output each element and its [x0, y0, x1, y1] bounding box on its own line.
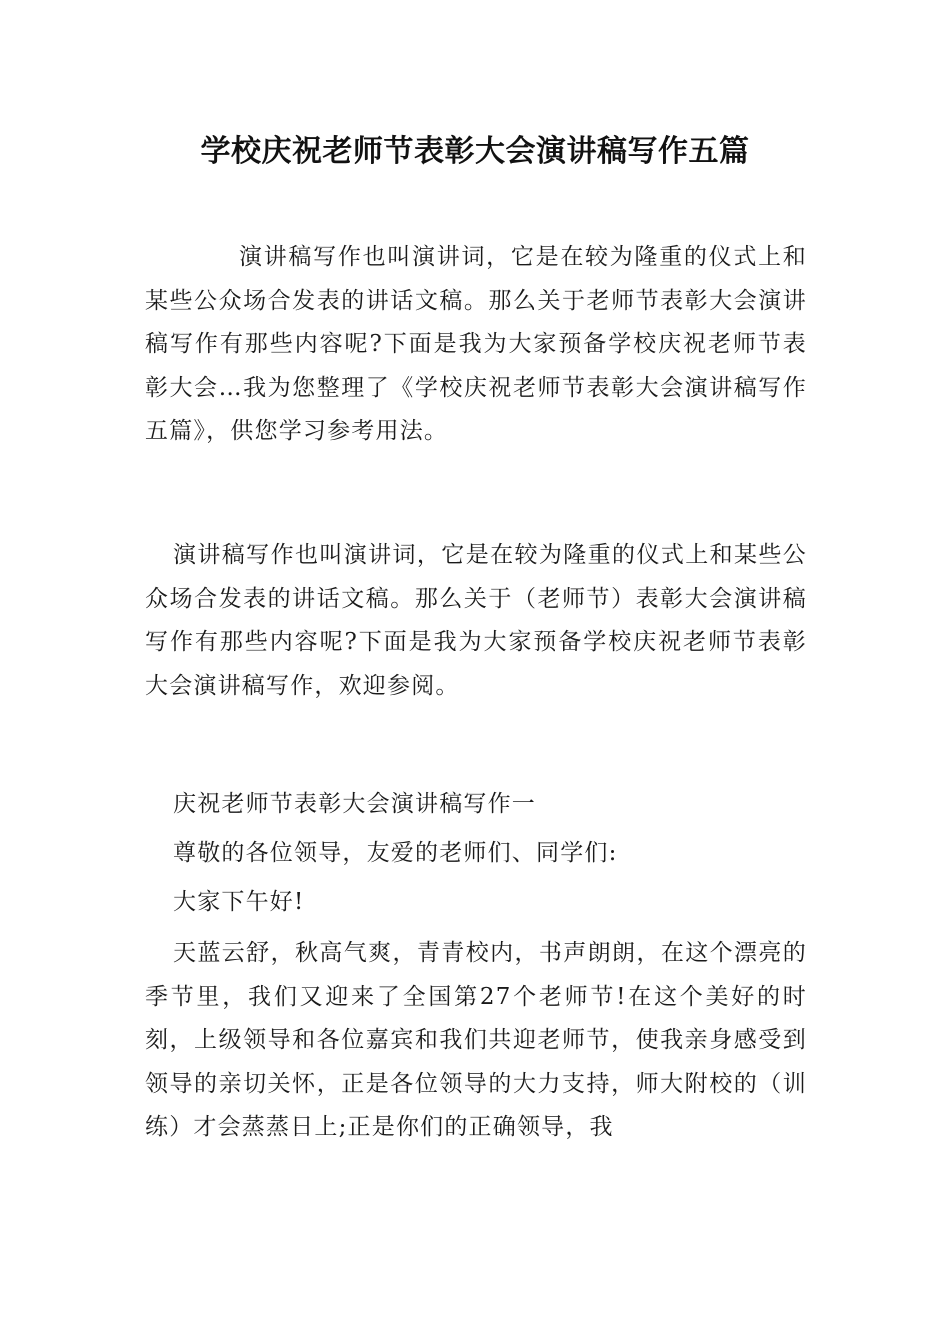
document-title: 学校庆祝老师节表彰大会演讲稿写作五篇	[200, 134, 750, 169]
body-paragraph: 天蓝云舒，秋高气爽，青青校内，书声朗朗，在这个漂亮的季节里，我们又迎来了全国第27个老师节!在这个美好的时刻，上级领导和各位嘉宾和我们共迎老师节，使我亲身感受到领导的亲切关怀，正是各位领导的大力支持，师大附校的（训练）才会蒸蒸日上;正是你们的正确领导，我	[145, 940, 807, 1141]
second-paragraph: 演讲稿写作也叫演讲词，它是在较为隆重的仪式上和某些公众场合发表的讲话文稿。那么关于（老师节）表彰大会演讲稿写作有那些内容呢?下面是我为大家预备学校庆祝老师节表彰大会演讲稿写作，欢迎参阅。	[145, 542, 807, 699]
intro-paragraph: 演讲稿写作也叫演讲词，它是在较为隆重的仪式上和某些公众场合发表的讲话文稿。那么关于老师节表彰大会演讲稿写作有那些内容呢?下面是我为大家预备学校庆祝老师节表彰大会…我为您整理了《学校庆祝老师节表彰大会演讲稿写作五篇》，供您学习参考用法。	[145, 244, 807, 445]
salutation-line: 尊敬的各位领导，友爱的老师们、同学们:	[173, 840, 618, 866]
greeting-line: 大家下午好!	[173, 889, 305, 915]
section-heading: 庆祝老师节表彰大会演讲稿写作一	[173, 791, 536, 817]
